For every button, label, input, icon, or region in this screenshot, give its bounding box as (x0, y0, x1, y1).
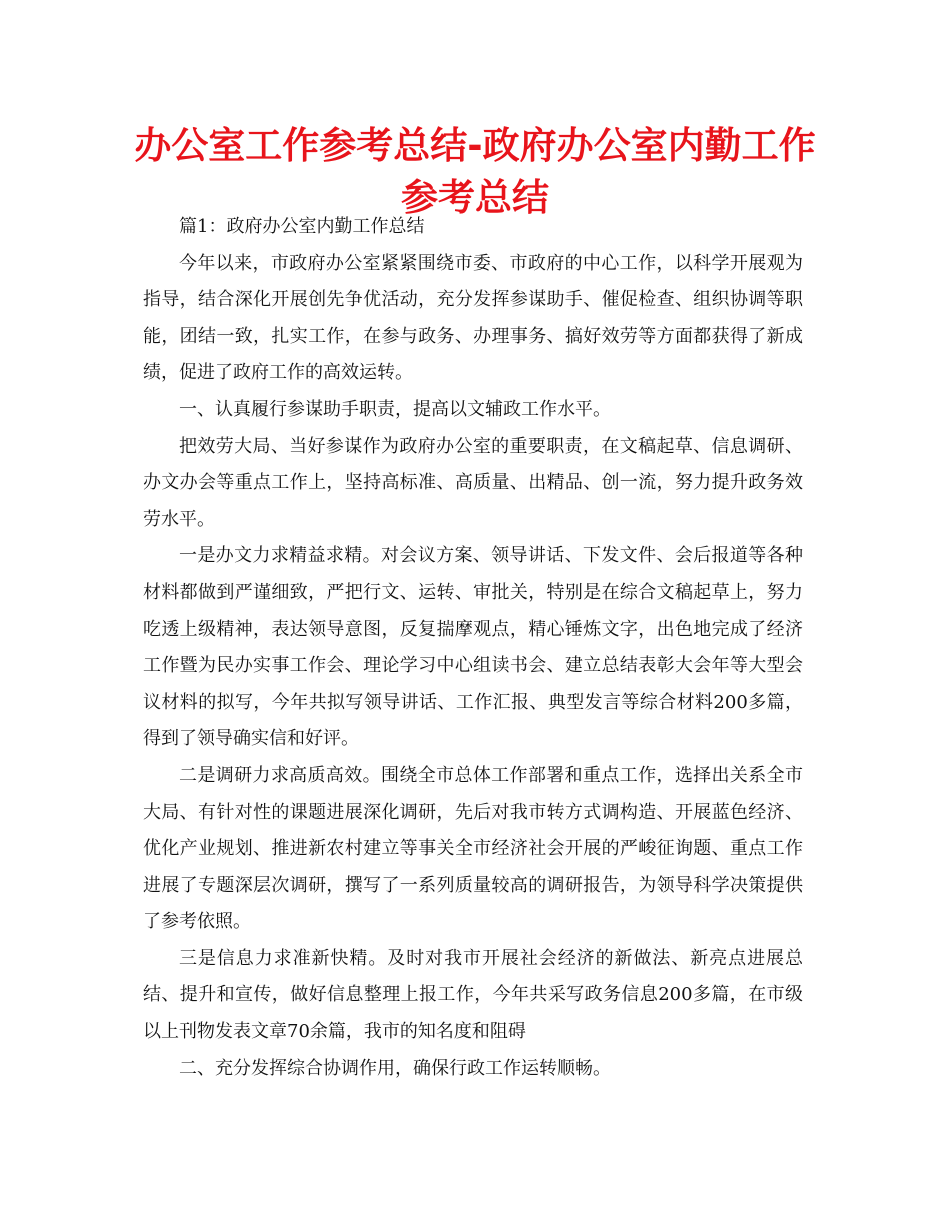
body-paragraph: 今年以来，市政府办公室紧紧围绕市委、市政府的中心工作，以科学开展观为指导，结合深化开展创先争优活动，充分发挥参谋助手、催促检查、组织协调等职能，团结一致，扎实工作，在参与政务、办理事务、搞好效劳等方面都获得了新成绩，促进了政府工作的高效运转。 (143, 252, 803, 384)
document-body (143, 209, 803, 1087)
body-paragraph: 一是办文力求精益求精。对会议方案、领导讲话、下发文件、会后报道等各种材料都做到严谨细致，严把行文、运转、审批关，特别是在综合文稿起草上，努力吃透上级精神，表达领导意图，反复揣摩观点，精心锤炼文字，出色地完成了经济工作暨为民办实事工作会、理论学习中心组读书会、建立总结表彰大会年等大型会议材料的拟写，今年共拟写领导讲话、工作汇报、典型发言等综合材料200多篇，得到了领导确实信和好评。 (143, 545, 803, 750)
section-heading: 篇1：政府办公室内勤工作总结 (179, 216, 425, 237)
section-heading: 二、充分发挥综合协调作用，确保行政工作运转顺畅。 (179, 1057, 611, 1079)
body-paragraph: 把效劳大局、当好参谋作为政府办公室的重要职责，在文稿起草、信息调研、办文办会等重点工作上，坚持高标准、高质量、出精品、创一流，努力提升政务效劳水平。 (143, 435, 803, 530)
document-title: 办公室工作参考总结-政府办公室内勤工作参考总结 (134, 124, 816, 219)
body-paragraph: 二是调研力求高质高效。围绕全市总体工作部署和重点工作，选择出关系全市大局、有针对性的课题进展深化调研，先后对我市转方式调构造、开展蓝色经济、优化产业规划、推进新农村建立等事关全市经济社会开展的严峻征询题、重点工作进展了专题深层次调研，撰写了一系列质量较高的调研报告，为领导科学决策提供了参考依照。 (143, 764, 803, 933)
section-heading: 一、认真履行参谋助手职责，提高以文辅政工作水平。 (179, 398, 611, 420)
body-paragraph: 三是信息力求准新快精。及时对我市开展社会经济的新做法、新亮点进展总结、提升和宣传，做好信息整理上报工作，今年共采写政务信息200多篇，在市级以上刊物发表文章70余篇，我市的知名度和阻碍 (143, 947, 803, 1043)
